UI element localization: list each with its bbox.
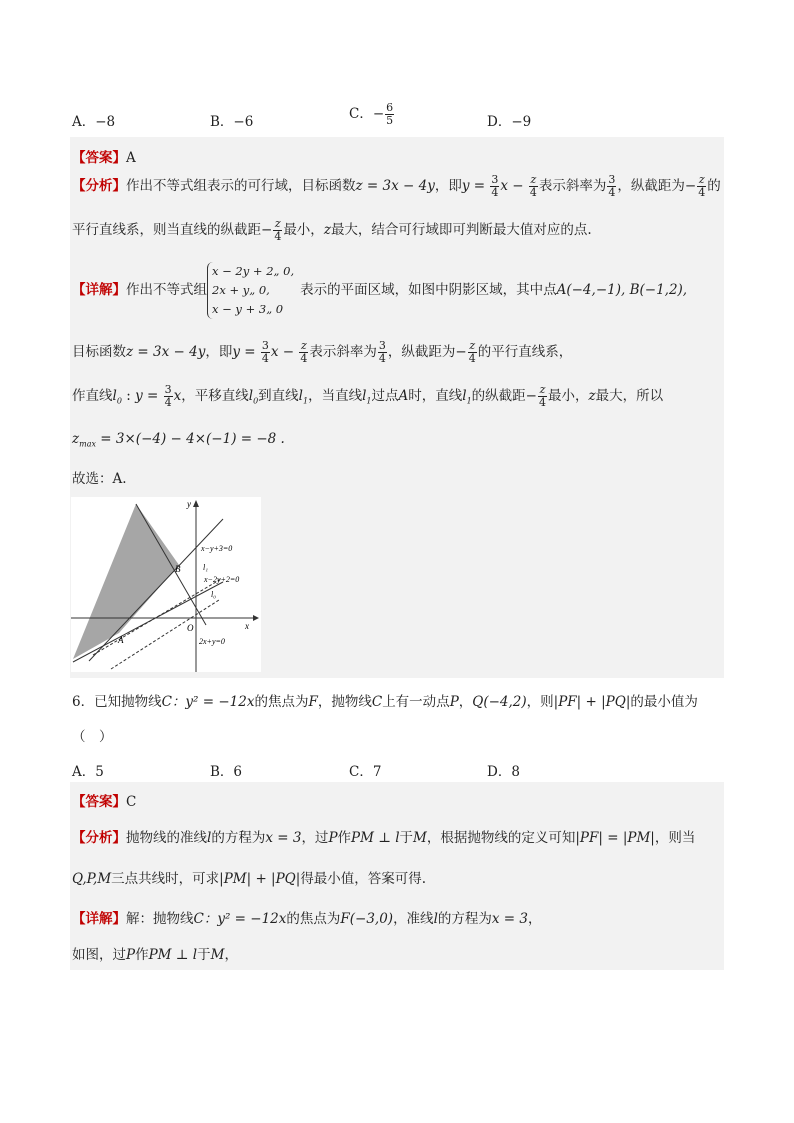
q6-stem: 6．已知抛物线C：y² = −12x的焦点为F，抛物线C上有一动点P，Q(−4,2)，则|PF| + |PQ|的最小值为 [72,694,698,710]
label-y: y [187,499,191,509]
q6-option-b: B．6 [210,764,243,780]
q5-analysis-line2: 平行直线系，则当直线的纵截距− $\frac{z}{4}$ 最小，z最大，结合可行域即可判断最大值对应的点. [72,217,592,243]
label-l0: l₀ [211,590,217,599]
q6-detail-line1: 【详解】解：抛物线C：y² = −12x的焦点为F(−3,0)，准线l的方程为x = 3， [72,911,542,927]
q6-option-c: C．7 [349,764,382,780]
label-x: x [245,621,249,631]
q6-option-d: D．8 [487,764,520,780]
label-A: A [118,635,124,645]
label-O: O [187,623,194,633]
feasible-region-figure [71,497,261,672]
q6-paren: （ ） [72,729,113,745]
q5-answer: 【答案】A [72,150,136,166]
q5-conclusion: 故选：A. [72,471,127,487]
q5-option-d: D．−9 [487,114,532,130]
q6-detail-line2: 如图，过P作PM ⊥ l于M， [72,947,238,963]
label-line-x-2y-2: x−2y+2=0 [204,575,240,584]
q5-option-a: A．−8 [72,114,116,130]
q5-option-c: C．− $\frac{6}{5}$ [349,101,394,127]
label-line-2x-y-0: 2x+y=0 [199,637,225,646]
label-B: B [175,564,181,574]
q5-analysis-line1: 【分析】作出不等式组表示的可行域，目标函数z = 3x − 4y，即y = $\frac{3}{4}$ x − $\frac{z}{4}$ 表示斜率为 $\frac{3}{4}$ ，纵截距为− $\frac{z}{4}$ 的 [72,173,721,199]
q5-detail-line1: 【详解】作出不等式组 x − 2y + 2„ 0, 2x + y„ 0, x − y + 3„ 0 表示的平面区域，如图中阴影区域，其中点A(−4,−1), B(−1,2), [72,262,687,319]
label-l1: l₁ [203,563,209,572]
q5-detail-line2: 目标函数z = 3x − 4y，即y = $\frac{3}{4}$ x − $\frac{z}{4}$ 表示斜率为 $\frac{3}{4}$ ，纵截距为− $\frac{z}{4}$ 的平行直线系， [72,339,573,365]
label-line-x-y-3: x−y+3=0 [201,544,233,553]
q6-answer: 【答案】C [72,794,137,810]
q5-option-b: B．−6 [210,114,254,130]
q5-detail-line4: $z_{max} = 3\times(-4) - 4\times(-1) = -8$ . [72,431,285,449]
inequality-system: x − 2y + 2„ 0, 2x + y„ 0, x − y + 3„ 0 [207,262,294,319]
q6-analysis-line1: 【分析】抛物线的准线l的方程为x = 3，过P作PM ⊥ l于M，根据抛物线的定义可知|PF| = |PM|，则当 [72,830,696,846]
q6-option-a: A．5 [72,764,104,780]
q5-detail-line3: 作直线$l_0$ : y = $\frac{3}{4}$ x，平移直线$l_0$到直线$l_1$，当直线$l_1$过点A时，直线$l_1$的纵截距− $\frac{z}{4}$ 最小，z最大，所以 [72,383,664,409]
q6-analysis-line2: Q,P,M三点共线时，可求|PM| + |PQ|得最小值，答案可得. [72,871,427,887]
figure-svg [71,497,261,672]
